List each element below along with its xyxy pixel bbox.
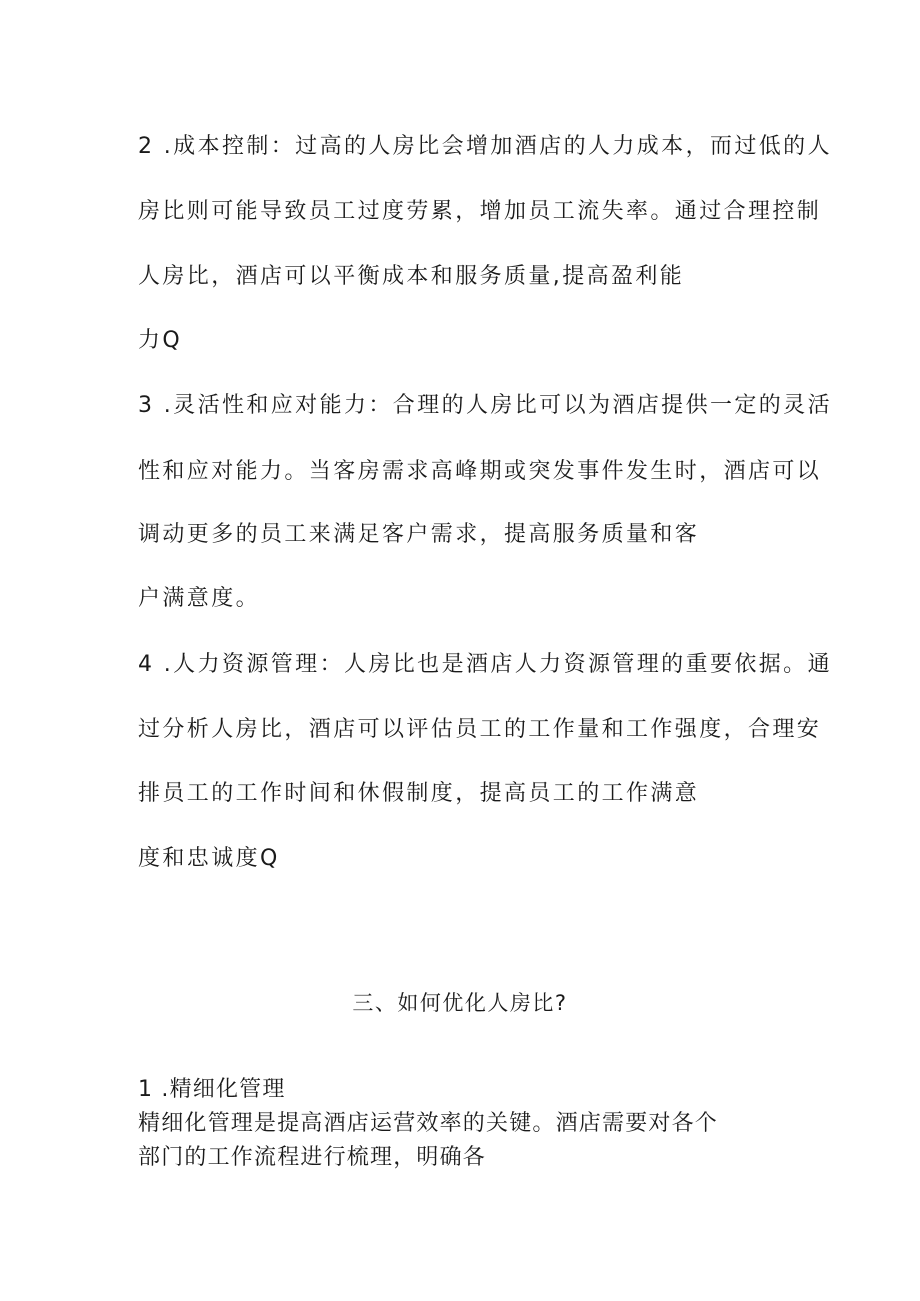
paragraph-line: 4 .人力资源管理：人房比也是酒店人力资源管理的重要依据。通 bbox=[138, 652, 832, 677]
paragraph-line: 性和应对能力。当客房需求高峰期或突发事件发生时，酒店可以 bbox=[138, 459, 822, 484]
paragraph-line: 调动更多的员工来满足客户需求，提高服务质量和客 bbox=[138, 522, 700, 547]
paragraph-line: 精细化管理是提高酒店运营效率的关键。酒店需要对各个 bbox=[138, 1111, 719, 1136]
paragraph-line: 房比则可能导致员工过度劳累，增加员工流失率。通过合理控制 bbox=[138, 199, 822, 224]
paragraph-line: 过分析人房比，酒店可以评估员工的工作量和工作强度，合理安 bbox=[138, 717, 822, 742]
paragraph-line: 人房比，酒店可以平衡成本和服务质量,提高盈利能 bbox=[138, 264, 685, 289]
paragraph-line: 力Q bbox=[138, 328, 183, 353]
paragraph-line: 排员工的工作时间和休假制度，提高员工的工作满意 bbox=[138, 781, 700, 806]
section-heading: 三、如何优化人房比? bbox=[352, 991, 568, 1015]
paragraph-line: 部门的工作流程进行梳理，明确各 bbox=[138, 1145, 487, 1170]
paragraph-line: 度和忠诚度Q bbox=[138, 846, 280, 871]
paragraph-line: 2 .成本控制：过高的人房比会增加酒店的人力成本，而过低的人 bbox=[138, 134, 832, 159]
subsection-title: 1 .精细化管理 bbox=[138, 1077, 286, 1102]
paragraph-line: 户满意度。 bbox=[138, 586, 261, 611]
paragraph-line: 3 .灵活性和应对能力：合理的人房比可以为酒店提供一定的灵活 bbox=[138, 393, 832, 418]
